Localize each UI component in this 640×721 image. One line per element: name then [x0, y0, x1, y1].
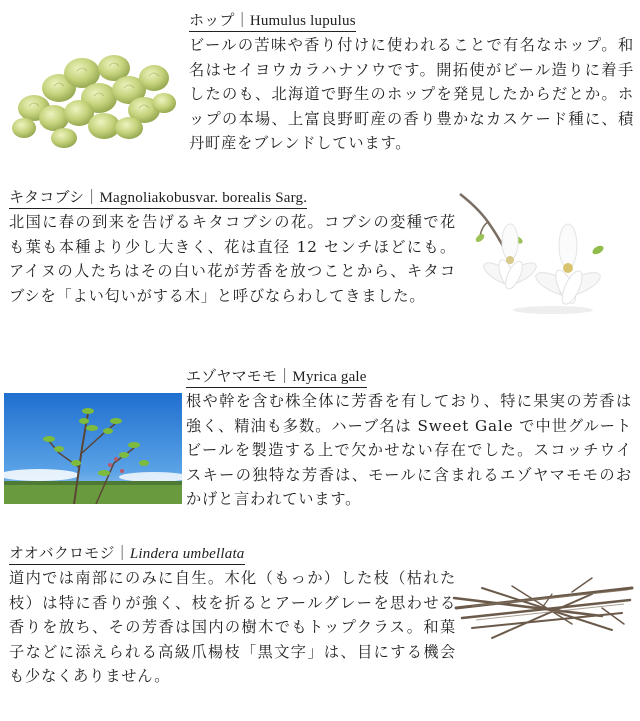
section-body: ビールの苦味や香り付けに使われることで有名なホップ。和名はセイヨウカラハナソウです。開拓使がビール造りに着手したのも、北海道で野生のホップを発見したからだとか。ホップの本場、上富良野町産の香り豊かなカスケード種に、積丹町産をブレンドしています。	[189, 36, 634, 153]
section-heading	[186, 366, 367, 388]
section-heading	[189, 10, 356, 32]
section-heading	[9, 187, 307, 209]
magnolia-photo	[458, 190, 636, 324]
section-oobakuromoji	[9, 543, 456, 689]
heading-latin-name: Myrica gale	[292, 369, 367, 385]
section-kitakobushi	[9, 187, 456, 308]
heading-japanese: エゾヤマモモ｜	[186, 367, 293, 385]
section-body: 北国に春の到来を告げるキタコブシの花。コブシの変種で花も葉も本種より少し大きく、花は直径 12 センチほどにも。アイヌの人たちはその白い花が芳香を放つことから、キタコブシを「よい匂いがする木」と呼びならわしてきました。	[9, 213, 456, 305]
heading-latin-name: Humulus lupulus	[249, 13, 356, 29]
section-ezoyamamomo	[186, 366, 632, 512]
myrica-gale-photo	[4, 393, 182, 504]
section-hop	[189, 10, 634, 156]
section-heading	[9, 543, 245, 565]
kuromoji-twigs-photo	[452, 568, 636, 650]
heading-latin-name: Magnoliakobusvar. borealis Sarg.	[99, 190, 308, 206]
section-body: 道内では南部にのみに自生。木化（もっか）した枝（枯れた枝）は特に香りが強く、枝を折るとアールグレーを思わせる香りを放ち、その芳香は国内の樹木でもトップクラス。和菓子などに添えられる高級爪楊枝「黒文字」は、目にする機会も少なくありません。	[9, 569, 456, 686]
hops-photo	[4, 28, 182, 153]
section-body: 根や幹を含む株全体に芳香を有しており、特に果実の芳香は強く、精油も多数。ハーブ名は Sweet Gale で中世グルートビールを製造する上で欠かせない存在でした。スコッチウイスキーの独特な芳香は、モールに含まれるエゾヤマモモのおかげと言われています。	[186, 392, 632, 509]
heading-japanese: ホップ｜	[189, 11, 250, 29]
heading-latin-name: Lindera umbellata	[129, 546, 245, 562]
heading-japanese: オオバクロモジ｜	[9, 544, 130, 562]
heading-japanese: キタコブシ｜	[9, 188, 100, 206]
